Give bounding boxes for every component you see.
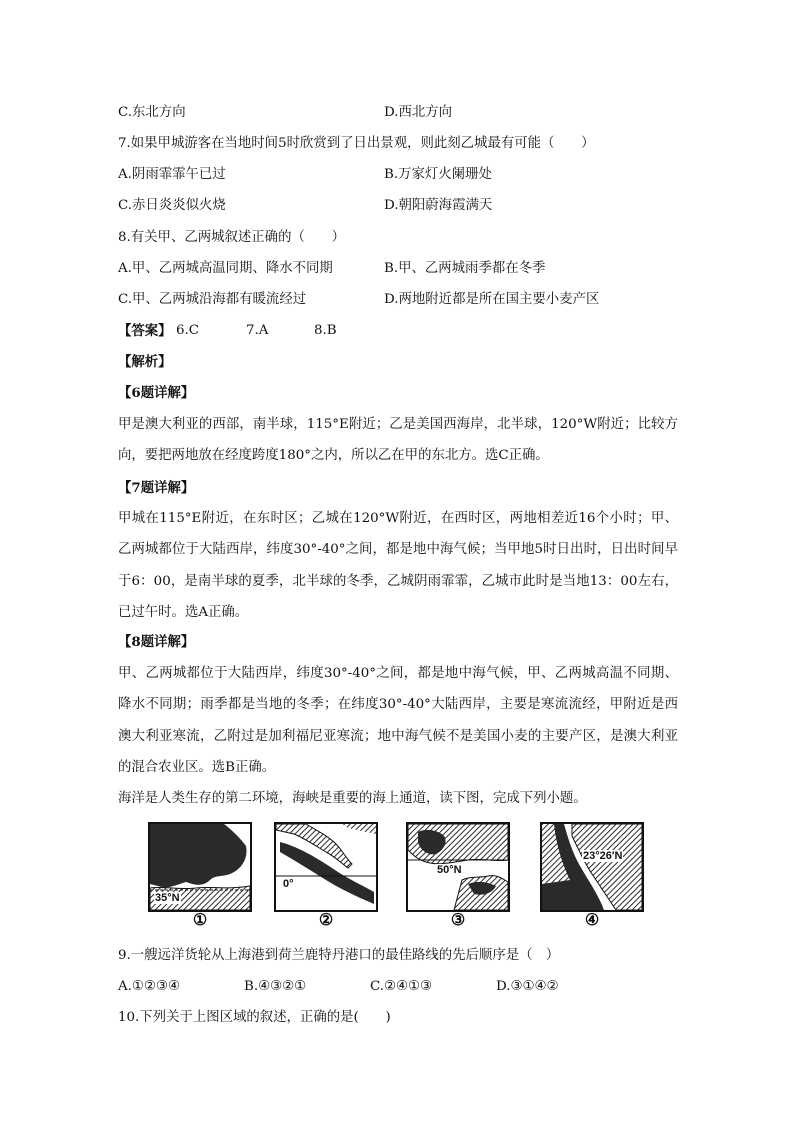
q6-option-c: C.东北方向 (118, 105, 186, 120)
map-1-latitude: 35°N (155, 892, 180, 904)
q9-stem: 9.一艘远洋货轮从上海港到荷兰鹿特丹港口的最佳路线的先后顺序是（ ） (118, 948, 560, 963)
answer-8: 8.B (314, 323, 337, 338)
q9-option-a: A.①②③④ (118, 979, 180, 994)
detail6-text: 甲是澳大利亚的西部，南半球，115°E附近；乙是美国西海岸，北半球，120°W附近；比较方向，要把两地放在经度跨度180°之内，所以乙在甲的东北方。选C正确。 (118, 417, 678, 464)
map-3 (406, 822, 510, 912)
map-2 (274, 822, 378, 912)
answer-label: 【答案】 (118, 323, 172, 339)
q9-option-c: C.②④①③ (370, 979, 433, 994)
map-3-latitude: 50°N (437, 864, 462, 876)
q8-stem: 8.有关甲、乙两城叙述正确的（ ） (118, 230, 346, 245)
q7-option-d: D.朝阳蔚海霞满天 (384, 198, 493, 213)
q9-option-d: D.③①④② (496, 979, 559, 994)
q7-option-c: C.赤日炎炎似火烧 (118, 198, 226, 213)
detail7-text: 甲城在115°E附近，在东时区；乙城在120°W附近，在西时区，两地相差近16个小时；甲、乙两城都位于大陆西岸，纬度30°-40°之间，都是地中海气候；当甲地5时日出时，日出时间早于6：00，是南半球的夏季，北半球的冬季，乙城阴雨霏霏，乙城市此时是当地13：00左右，已过午时。选A正确。 (118, 511, 678, 621)
strait-maps-figure (148, 822, 678, 932)
q8-option-d: D.两地附近都是所在国主要小麦产区 (384, 292, 600, 307)
detail6-label: 【6题详解】 (118, 385, 195, 401)
q8-option-b: B.甲、乙两城雨季都在冬季 (384, 261, 546, 276)
detail7-label: 【7题详解】 (118, 480, 195, 496)
intro-text: 海洋是人类生存的第二环境，海峡是重要的海上通道，读下图，完成下列小题。 (118, 791, 587, 806)
q6-option-d: D.西北方向 (384, 105, 453, 120)
map-4-latitude: 23°26′N (583, 850, 623, 862)
answer-7: 7.A (246, 323, 269, 338)
detail8-label: 【8题详解】 (118, 634, 195, 650)
q7-option-b: B.万家灯火阑珊处 (384, 167, 492, 182)
map-1-label: ① (192, 910, 208, 929)
map-4-label: ④ (584, 910, 600, 929)
map-3-label: ③ (450, 910, 466, 929)
map-2-label: ② (318, 910, 334, 929)
q9-option-b: B.④③②① (244, 979, 307, 994)
answer-6: 6.C (176, 323, 200, 338)
map-1 (148, 822, 252, 912)
map-2-latitude: 0° (283, 878, 294, 890)
map-4 (540, 822, 644, 912)
q7-stem: 7.如果甲城游客在当地时间5时欣赏到了日出景观，则此刻乙城最有可能（ ） (118, 136, 595, 151)
detail8-text: 甲、乙两城都位于大陆西岸，纬度30°-40°之间，都是地中海气候，甲、乙两城高温不同期、降水不同期；雨季都是当地的冬季；在纬度30°-40°大陆西岸，主要是寒流流经，甲附近是西澳大利亚寒流，乙附过是加利福尼亚寒流；地中海气候不是美国小麦的主要产区，是澳大利亚的混合农业区。选B正确。 (118, 666, 678, 776)
q10-stem: 10.下列关于上图区域的叙述，正确的是( ) (118, 1010, 391, 1025)
q7-option-a: A.阴雨霏霏午已过 (118, 167, 226, 182)
q8-option-a: A.甲、乙两城高温同期、降水不同期 (118, 261, 333, 276)
analysis-label: 【解析】 (118, 354, 172, 370)
q8-option-c: C.甲、乙两城沿海都有暖流经过 (118, 292, 307, 307)
